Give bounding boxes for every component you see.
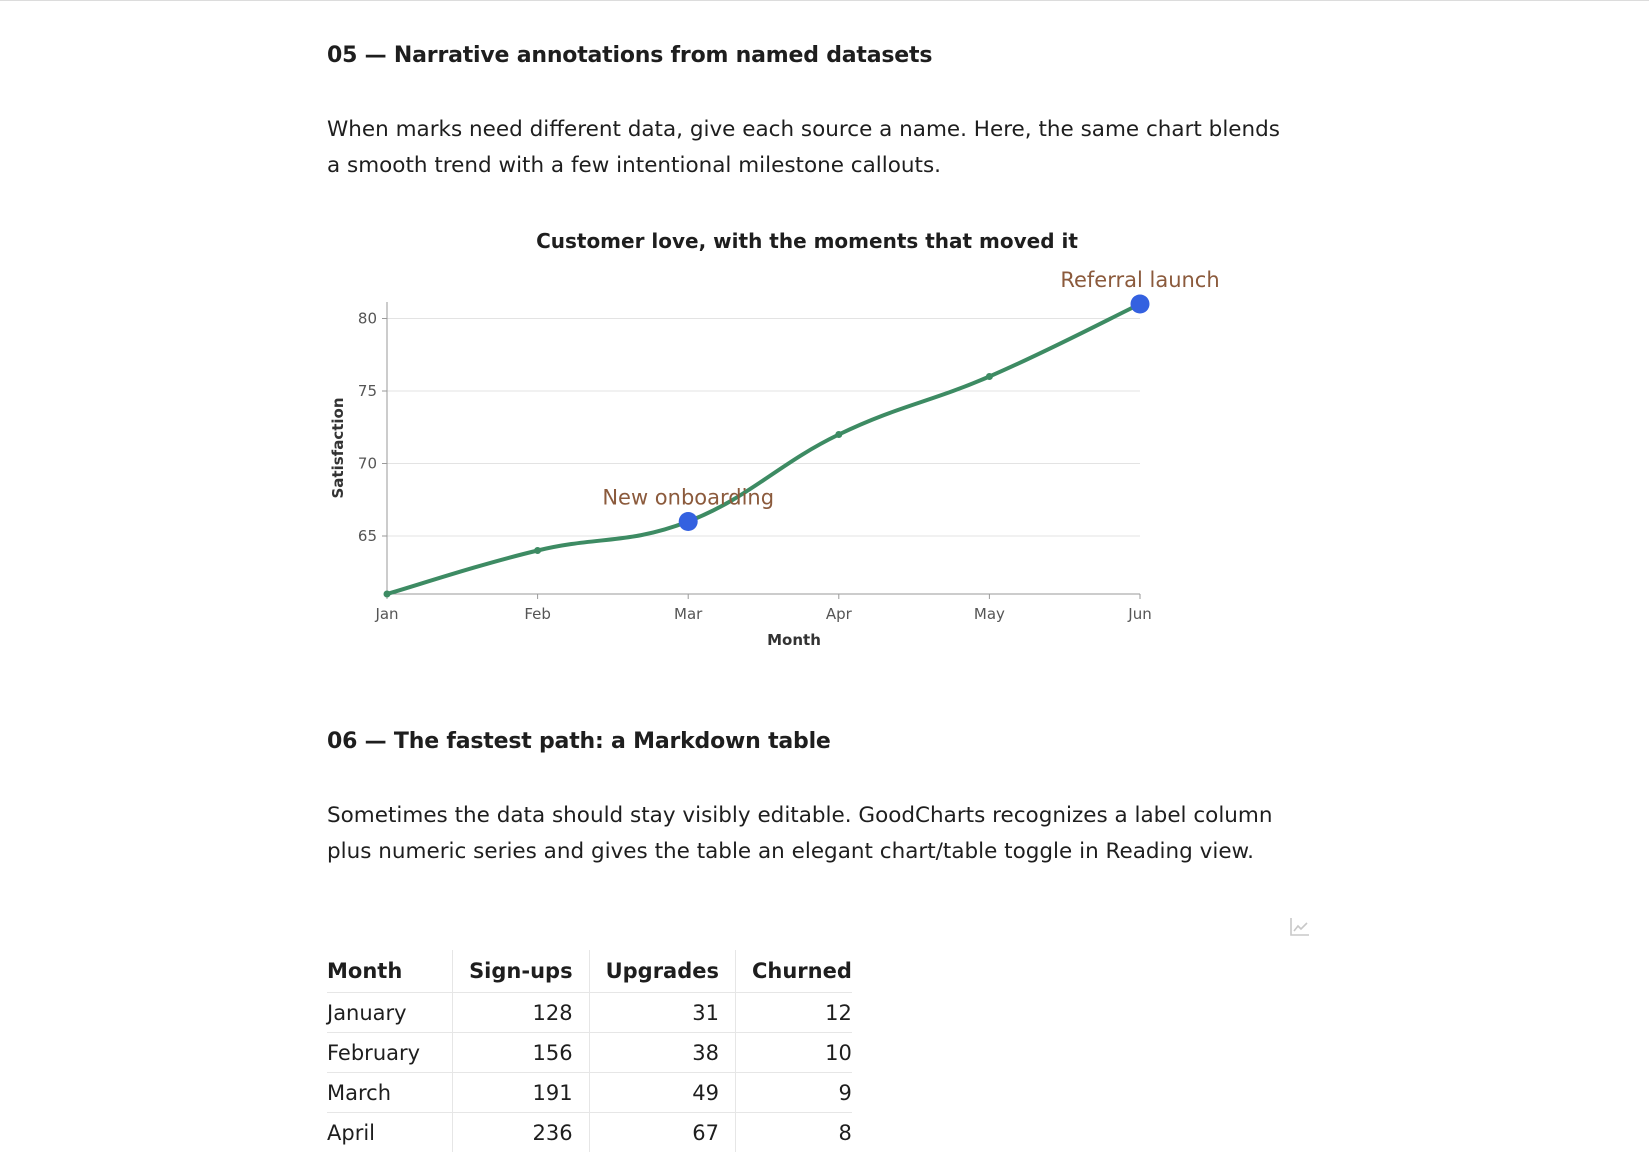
y-tick-label: 80 <box>358 310 377 328</box>
trend-line <box>387 304 1140 594</box>
chart-y-axis <box>358 302 387 594</box>
trend-points <box>384 301 1144 598</box>
table-cell: 9 <box>736 1073 852 1113</box>
section-06-heading: 06 — The fastest path: a Markdown table <box>327 729 831 754</box>
table-header-row <box>327 950 852 993</box>
satisfaction-chart <box>327 228 1287 688</box>
table-cell: February <box>327 1033 453 1073</box>
table-row <box>327 1033 852 1073</box>
milestone-marker <box>1131 295 1150 314</box>
x-tick-label: Jun <box>1127 605 1151 623</box>
table-cell: 236 <box>453 1113 590 1152</box>
table-cell: 128 <box>453 993 590 1033</box>
trend-point <box>384 591 391 598</box>
line-chart-icon <box>1287 914 1313 940</box>
table-cell: January <box>327 993 453 1033</box>
table-header-signups: Sign-ups <box>453 950 590 993</box>
y-axis-label: Satisfaction <box>329 397 347 498</box>
section-06-paragraph: Sometimes the data should stay visibly editable. GoodCharts recognizes a label column plus numeric series and gives the table an elegant chart/table toggle in Reading view. <box>327 798 1297 870</box>
x-tick-label: Mar <box>674 605 703 623</box>
signups-table <box>327 950 852 1152</box>
table-cell: 12 <box>736 993 852 1033</box>
trend-point <box>835 431 842 438</box>
x-tick-label: Feb <box>524 605 551 623</box>
table-cell: 31 <box>589 993 735 1033</box>
trend-point <box>986 373 993 380</box>
chart-x-axis <box>374 594 1151 623</box>
table-cell: April <box>327 1113 453 1152</box>
milestone-callouts <box>602 268 1219 531</box>
x-axis-label: Month <box>767 631 821 649</box>
y-tick-label: 65 <box>358 527 377 545</box>
table-header-churned: Churned <box>736 950 852 993</box>
chart-title: Customer love, with the moments that moved it <box>536 229 1078 253</box>
milestone-label: Referral launch <box>1060 268 1219 292</box>
section-05-heading: 05 — Narrative annotations from named datasets <box>327 43 932 68</box>
table-cell: 38 <box>589 1033 735 1073</box>
chart-table-toggle-button[interactable] <box>1287 914 1313 940</box>
table-cell: 156 <box>453 1033 590 1073</box>
chart-svg <box>327 228 1287 688</box>
table-cell: 10 <box>736 1033 852 1073</box>
milestone-marker <box>679 512 698 531</box>
table-cell: 191 <box>453 1073 590 1113</box>
table-cell: 67 <box>589 1113 735 1152</box>
table-header-upgrades: Upgrades <box>589 950 735 993</box>
y-tick-label: 75 <box>358 382 377 400</box>
y-tick-label: 70 <box>358 455 377 473</box>
table-row <box>327 993 852 1033</box>
table-cell: March <box>327 1073 453 1113</box>
top-divider <box>0 0 1649 1</box>
table-header-month: Month <box>327 950 453 993</box>
section-05-paragraph: When marks need different data, give each source a name. Here, the same chart blends a smooth trend with a few intentional milestone callouts. <box>327 112 1297 184</box>
table-row <box>327 1073 852 1113</box>
trend-point <box>534 547 541 554</box>
table-cell: 8 <box>736 1113 852 1152</box>
x-tick-label: May <box>974 605 1005 623</box>
x-tick-label: Jan <box>374 605 398 623</box>
table-row <box>327 1113 852 1152</box>
milestone-label: New onboarding <box>602 486 774 510</box>
x-tick-label: Apr <box>826 605 853 623</box>
table-cell: 49 <box>589 1073 735 1113</box>
